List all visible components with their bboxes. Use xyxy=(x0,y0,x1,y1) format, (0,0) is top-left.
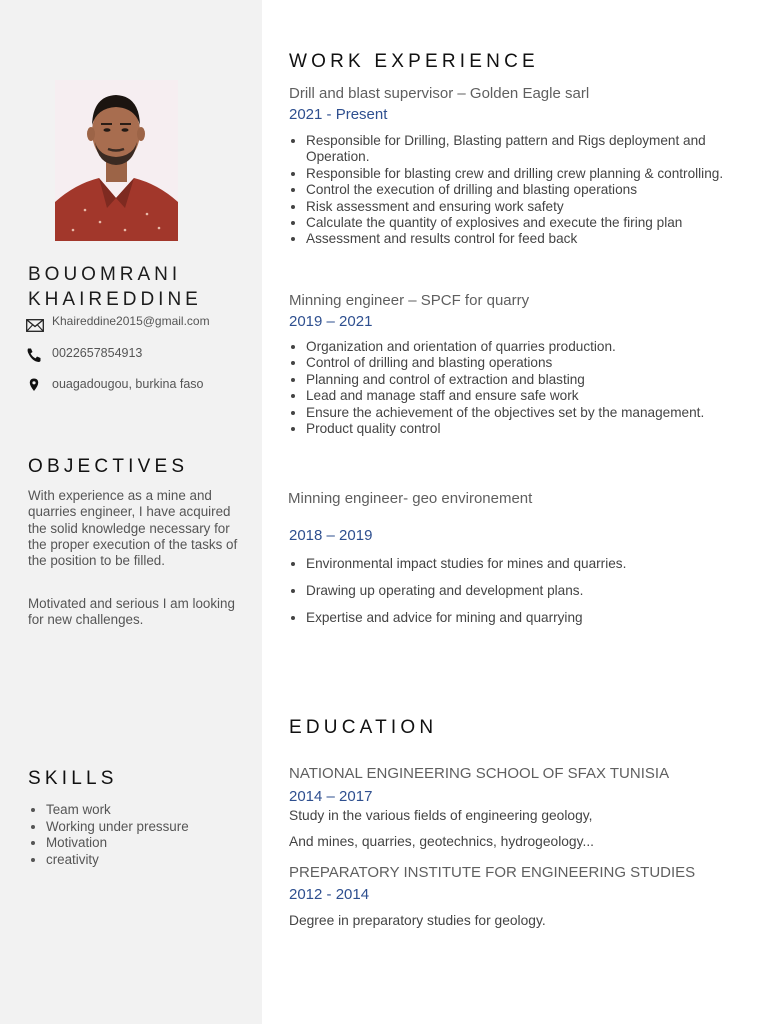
candidate-name xyxy=(28,262,248,312)
job-dates: 2021 - Present xyxy=(289,106,388,123)
job-responsibilities xyxy=(289,556,761,638)
job-dates: 2018 – 2019 xyxy=(289,527,373,544)
sidebar xyxy=(0,0,262,1024)
objectives-heading: OBJECTIVES xyxy=(28,456,189,477)
list-item: • Lead and manage staff and ensure safe work xyxy=(306,388,761,404)
list-item: • Organization and orientation of quarries production. xyxy=(306,339,761,355)
job-title: Drill and blast supervisor – Golden Eagle sarl xyxy=(289,85,590,102)
job-responsibilities xyxy=(289,133,761,248)
skills-heading: SKILLS xyxy=(28,768,118,789)
list-item: • Drawing up operating and development plans. xyxy=(306,583,761,599)
school-name: PREPARATORY INSTITUTE FOR ENGINEERING STUDIES xyxy=(289,864,696,881)
contact-email xyxy=(26,314,256,334)
education-dates: 2012 - 2014 xyxy=(289,886,370,903)
school-name: NATIONAL ENGINEERING SCHOOL OF SFAX TUNISIA xyxy=(289,765,670,782)
list-item: • Control the execution of drilling and blasting operations xyxy=(306,182,761,198)
skills-list xyxy=(28,802,189,868)
list-item: • Ensure the achievement of the objectives set by the management. xyxy=(306,405,761,421)
education-description: Study in the various fields of engineering geology, xyxy=(289,808,593,823)
objectives-paragraph-2: Motivated and serious I am looking for new challenges. xyxy=(28,596,235,628)
list-item: • Risk assessment and ensuring work safety xyxy=(306,199,761,215)
phone-icon xyxy=(26,347,44,363)
envelope-icon xyxy=(26,319,44,335)
email-text[interactable]: Khaireddine2015@gmail.com xyxy=(52,314,210,328)
education-description: And mines, quarries, geotechnics, hydrogeology... xyxy=(289,834,594,849)
skill-item: • creativity xyxy=(46,852,189,869)
profile-photo xyxy=(55,80,178,241)
name-line-2: KHAIREDDINE xyxy=(28,289,202,310)
job-title: Minning engineer- geo environement xyxy=(288,490,533,507)
skill-item: • Motivation xyxy=(46,835,189,852)
job-responsibilities xyxy=(289,339,761,437)
work-experience-heading: WORK EXPERIENCE xyxy=(289,51,539,72)
phone-text: 0022657854913 xyxy=(52,346,143,360)
list-item: • Environmental impact studies for mines and quarries. xyxy=(306,556,761,572)
education-description: Degree in preparatory studies for geology. xyxy=(289,913,546,928)
name-line-1: BOUOMRANI xyxy=(28,264,182,285)
list-item: • Responsible for blasting crew and drilling crew planning & controlling. xyxy=(306,166,761,182)
list-item: • Planning and control of extraction and blasting xyxy=(306,372,761,388)
list-item: • Assessment and results control for feed back xyxy=(306,231,761,247)
list-item: • Control of drilling and blasting operations xyxy=(306,355,761,371)
education-heading: EDUCATION xyxy=(289,717,438,738)
contact-location xyxy=(26,377,256,397)
list-item: • Calculate the quantity of explosives and execute the firing plan xyxy=(306,215,761,231)
job-title: Minning engineer – SPCF for quarry xyxy=(289,292,530,309)
skill-item: • Team work xyxy=(46,802,189,819)
contact-phone xyxy=(26,346,256,366)
list-item: • Product quality control xyxy=(306,421,761,437)
job-dates: 2019 – 2021 xyxy=(289,313,373,330)
list-item: • Expertise and advice for mining and quarrying xyxy=(306,610,761,626)
objectives-paragraph-1: With experience as a mine and quarries engineer, I have acquired the solid knowledge necessary for the proper execution of the tasks of the position to be filled. xyxy=(28,488,238,569)
education-dates: 2014 – 2017 xyxy=(289,788,373,805)
list-item: • Responsible for Drilling, Blasting pattern and Rigs deployment and Operation. xyxy=(306,133,761,166)
skill-item: • Working under pressure xyxy=(46,819,189,836)
location-pin-icon xyxy=(29,378,47,394)
location-text: ouagadougou, burkina faso xyxy=(52,377,204,391)
